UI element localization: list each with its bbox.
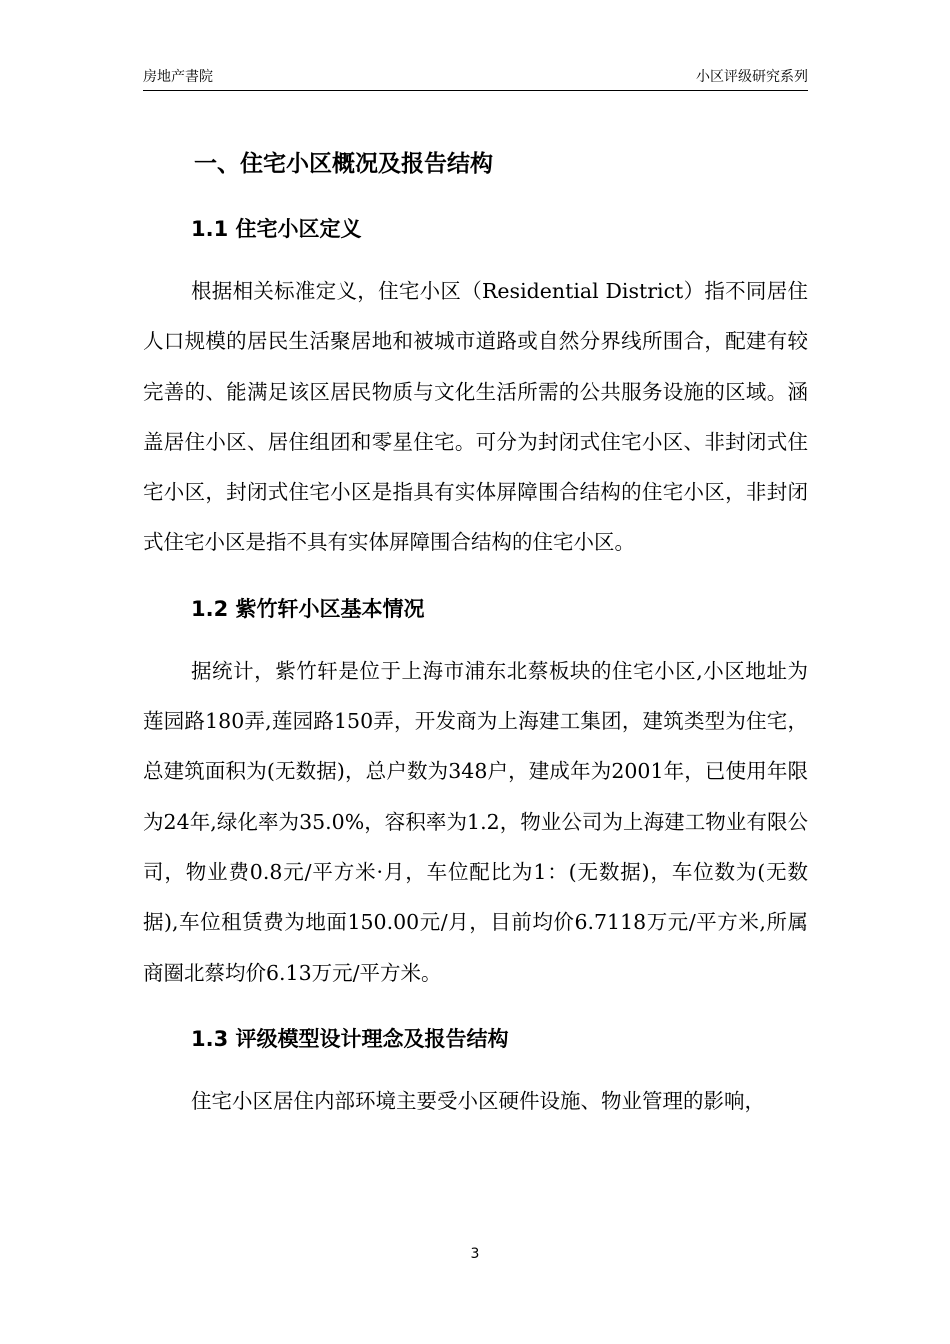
header-left-title: 房地产書院 xyxy=(143,69,213,85)
section-paragraph-1-3: 住宅小区居住内部环境主要受小区硬件设施、物业管理的影响， xyxy=(191,1088,765,1113)
section-heading-1-2: 1.2 紫竹轩小区基本情况 xyxy=(191,596,425,621)
section-heading-1-1: 1.1 住宅小区定义 xyxy=(191,217,362,241)
section-paragraph-1-2: 据统计，紫竹轩是位于上海市浦东北蔡板块的住宅小区,小区地址为莲园路180弄,莲园路150弄，开发商为上海建工集团，建筑类型为住宅，总建筑面积为(无数据)，总户数为348户，建成年为2001年，已使用年限为24年,绿化率为35.0%，容积率为1.2，物业公司为上海建工物业有限公司，物业费0.8元/平方米·月，车位配比为1：(无数据)，车位数为(无数据),车位租赁费为地面150.00元/月，目前均价6.7118万元/平方米,所属商圈北蔡均价6.13万元/平方米。 xyxy=(143,658,808,985)
page-number: 3 xyxy=(470,1246,480,1262)
chapter-heading: 一、住宅小区概况及报告结构 xyxy=(194,151,493,177)
header-right-title: 小区评级研究系列 xyxy=(696,69,808,85)
section-paragraph-1-1: 根据相关标准定义，住宅小区（Residential District）指不同居住人口规模的居民生活聚居地和被城市道路或自然分界线所围合，配建有较完善的、能满足该区居民物质与文化生活所需的公共服务设施的区域。涵盖居住小区、居住组团和零星住宅。可分为封闭式住宅小区、非封闭式住宅小区，封闭式住宅小区是指具有实体屏障围合结构的住宅小区，非封闭式住宅小区是指不具有实体屏障围合结构的住宅小区。 xyxy=(143,279,808,555)
document-body xyxy=(143,140,808,1126)
section-heading-1-3: 1.3 评级模型设计理念及报告结构 xyxy=(191,1026,509,1051)
page-header xyxy=(143,66,808,91)
